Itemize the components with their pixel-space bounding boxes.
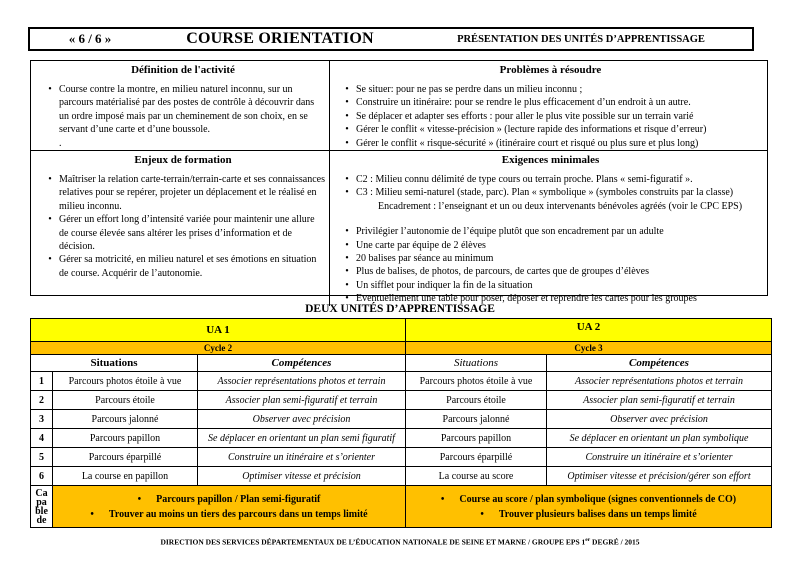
ua1-header-cell: UA 1 (31, 319, 406, 342)
table-row (31, 391, 772, 410)
row-number: 5 (31, 448, 53, 467)
row-number: 2 (31, 391, 53, 410)
cycle2-cell: Cycle 2 (31, 342, 406, 355)
table-row (31, 448, 772, 467)
competence-ua1: Construire un itinéraire et s’orienter (198, 448, 406, 467)
capable-ua1-cell (53, 486, 406, 528)
bullet-icon: • (345, 253, 349, 265)
bullet-sub-item: Encadrement : l’enseignant et un ou deux intervenants bénévoles agréés (voir le CPC EPS) (378, 200, 743, 212)
situation-ua1: Parcours photos étoile à vue (53, 372, 198, 391)
bullet-icon: • (345, 84, 349, 95)
table-row-capable (31, 486, 772, 528)
bullet-item: • Trouver plusieurs balises dans un temps limité (480, 508, 697, 520)
row-number: 6 (31, 467, 53, 486)
document-subtitle: PRÉSENTATION DES UNITÉS D’APPRENTISSAGE (457, 33, 705, 45)
exigences-title: Exigences minimales (501, 154, 600, 166)
capable-ua2-cell (406, 486, 772, 528)
col-header-competences-ua2: Compétences (547, 355, 772, 372)
bullet-icon: • (345, 279, 349, 291)
bullet-icon: • (345, 266, 349, 278)
competence-ua1: Associer représentations photos et terrain (198, 372, 406, 391)
table-row (31, 372, 772, 391)
exigences-box (330, 151, 767, 306)
situation-ua2: Parcours papillon (406, 429, 547, 448)
competence-ua1: Se déplacer en orientant un plan semi figuratif (198, 429, 406, 448)
header-band (28, 27, 754, 51)
bullet-item: • Une carte par équipe de 2 élèves (338, 239, 763, 252)
definition-title: Définition de l'activité (131, 64, 235, 76)
table-row (31, 429, 772, 448)
document-title: COURSE ORIENTATION (186, 30, 374, 47)
situation-ua2: Parcours étoile (406, 391, 547, 410)
situation-ua1: Parcours éparpillé (53, 448, 198, 467)
table-row-columns (31, 355, 772, 372)
capable-label: Ca pa ble de (31, 486, 53, 528)
bullet-item: • Privilégier l’autonomie de l’équipe plutôt que son encadrement par un adulte (338, 225, 763, 238)
competence-ua2: Construire un itinéraire et s’orienter (547, 448, 772, 467)
competence-ua2: Associer représentations photos et terrain (547, 372, 772, 391)
bullet-icon: • (137, 493, 142, 505)
bullet-item: • Gérer le conflit « risque-sécurité » (itinéraire court et risqué ou plus sure et plus long) (338, 137, 763, 150)
bullet-icon: • (440, 493, 445, 505)
bullet-item: • Construire un itinéraire: pour se rendre le plus efficacement d’un endroit à un autre. (338, 96, 763, 109)
bullet-item: • Se situer: pour ne pas se perdre dans un milieu inconnu ; (338, 83, 763, 96)
competence-ua2: Optimiser vitesse et précision/gérer son effort (547, 467, 772, 486)
table-row (31, 410, 772, 429)
bullet-icon: • (345, 97, 349, 109)
competence-ua2: Se déplacer en orientant un plan symbolique (547, 429, 772, 448)
competence-ua1: Optimiser vitesse et précision (198, 467, 406, 486)
problemes-box (330, 61, 767, 151)
bullet-icon: • (48, 84, 52, 95)
bullet-item: • Se déplacer et adapter ses efforts : pour aller le plus vite possible sur un terrain varié (338, 110, 763, 123)
col-header-situations-ua2: Situations (406, 355, 547, 372)
table-row-ua (31, 319, 772, 342)
bullet-item: • C2 : Milieu connu délimité de type cours ou terrain proche. Plans « semi-figuratif ». (338, 173, 763, 186)
row-number: 3 (31, 410, 53, 429)
enjeux-title: Enjeux de formation (134, 154, 232, 166)
bullet-icon: • (480, 508, 484, 520)
bullet-icon: • (345, 293, 349, 305)
col-header-competences-ua1: Compétences (198, 355, 406, 372)
bullet-item: • Parcours papillon / Plan semi-figuratif (137, 493, 321, 505)
bullet-item: • Gérer sa motricité, en milieu naturel et ses émotions en situation de course. Acquérir de l’autonomie. (41, 253, 325, 280)
bullet-icon: • (345, 110, 349, 122)
col-header-situations-ua1: Situations (31, 355, 198, 372)
bullet-item: • C3 : Milieu semi-naturel (stade, parc). Plan « symbolique » (symboles construits par la classe) (338, 186, 763, 199)
situation-ua2: Parcours éparpillé (406, 448, 547, 467)
enjeux-box (31, 151, 330, 306)
cycle3-cell: Cycle 3 (406, 342, 772, 355)
bullet-item: • Maîtriser la relation carte-terrain/terrain-carte et ses connaissances relatives pour se repérer, projeter un déplacement et le réalisé en milieu inconnu. (41, 173, 325, 213)
bullet-icon: • (90, 508, 94, 520)
bullet-item: • Un sifflet pour indiquer la fin de la situation (338, 279, 763, 292)
table-row-cycle (31, 342, 772, 355)
competence-ua2: Observer avec précision (547, 410, 772, 429)
bullet-icon: • (345, 137, 349, 149)
bullet-icon: • (345, 174, 349, 185)
definition-box (31, 61, 330, 151)
situation-ua2: La course au score (406, 467, 547, 486)
bullet-item: • Plus de balises, de photos, de parcours, de cartes que de groupes d’élèves (338, 265, 763, 278)
competence-ua2: Associer plan semi-figuratif et terrain (547, 391, 772, 410)
situation-ua1: Parcours étoile (53, 391, 198, 410)
bullet-icon: • (48, 254, 52, 266)
row-number: 4 (31, 429, 53, 448)
bullet-item: • Trouver au moins un tiers des parcours dans un temps limité (90, 508, 368, 520)
ua-table (30, 318, 772, 528)
row-number: 1 (31, 372, 53, 391)
situation-ua1: La course en papillon (53, 467, 198, 486)
bullet-item: • Eventuellement une table pour poser, déposer et reprendre les cartes pour les groupes (338, 292, 763, 305)
footer-superscript: er (585, 537, 591, 543)
bullet-item: • Course au score / plan symbolique (signes conventionnels de CO) (440, 493, 737, 505)
situation-ua2: Parcours photos étoile à vue (406, 372, 547, 391)
bullet-icon: • (345, 187, 349, 199)
situation-ua2: Parcours jalonné (406, 410, 547, 429)
footer-credit: DIRECTION DES SERVICES DÉPARTEMENTAUX DE L’ÉDUCATION NATIONALE DE SEINE ET MARNE / GROUPE EPS 1er DEGRÉ / 2015 (160, 537, 640, 547)
competence-ua1: Associer plan semi-figuratif et terrain (198, 391, 406, 410)
competence-ua1: Observer avec précision (198, 410, 406, 429)
bullet-icon: • (48, 214, 52, 226)
situation-ua1: Parcours jalonné (53, 410, 198, 429)
bullet-item: • Gérer un effort long d’intensité variée pour maintenir une allure de course élevée sans altérer les prises d’information et de décision. (41, 213, 325, 253)
bullet-item: • Course contre la montre, en milieu naturel inconnu, sur un parcours matérialisé par des postes de contrôle à découvrir dans un ordre imposé mais par un cheminement de son choix, en se servant d’une carte et d’une boussole. (41, 83, 325, 137)
info-grid (30, 60, 768, 305)
bullet-item: • 20 balises par séance au minimum (338, 252, 763, 265)
table-row (31, 467, 772, 486)
units-section-title: DEUX UNITÉS D’APPRENTISSAGE (305, 303, 495, 315)
bullet-icon: • (345, 239, 349, 251)
bullet-icon: • (345, 124, 349, 136)
problemes-title: Problèmes à résoudre (499, 64, 602, 76)
page-number: « 6 / 6 » (68, 31, 112, 46)
trailing-dot: . (59, 137, 62, 149)
ua2-header-cell: UA 2 (406, 319, 772, 342)
bullet-item: • Gérer le conflit « vitesse-précision » (lecture rapide des informations et risque d’erreur) (338, 123, 763, 136)
bullet-icon: • (345, 226, 349, 238)
bullet-icon: • (48, 174, 52, 185)
situation-ua1: Parcours papillon (53, 429, 198, 448)
